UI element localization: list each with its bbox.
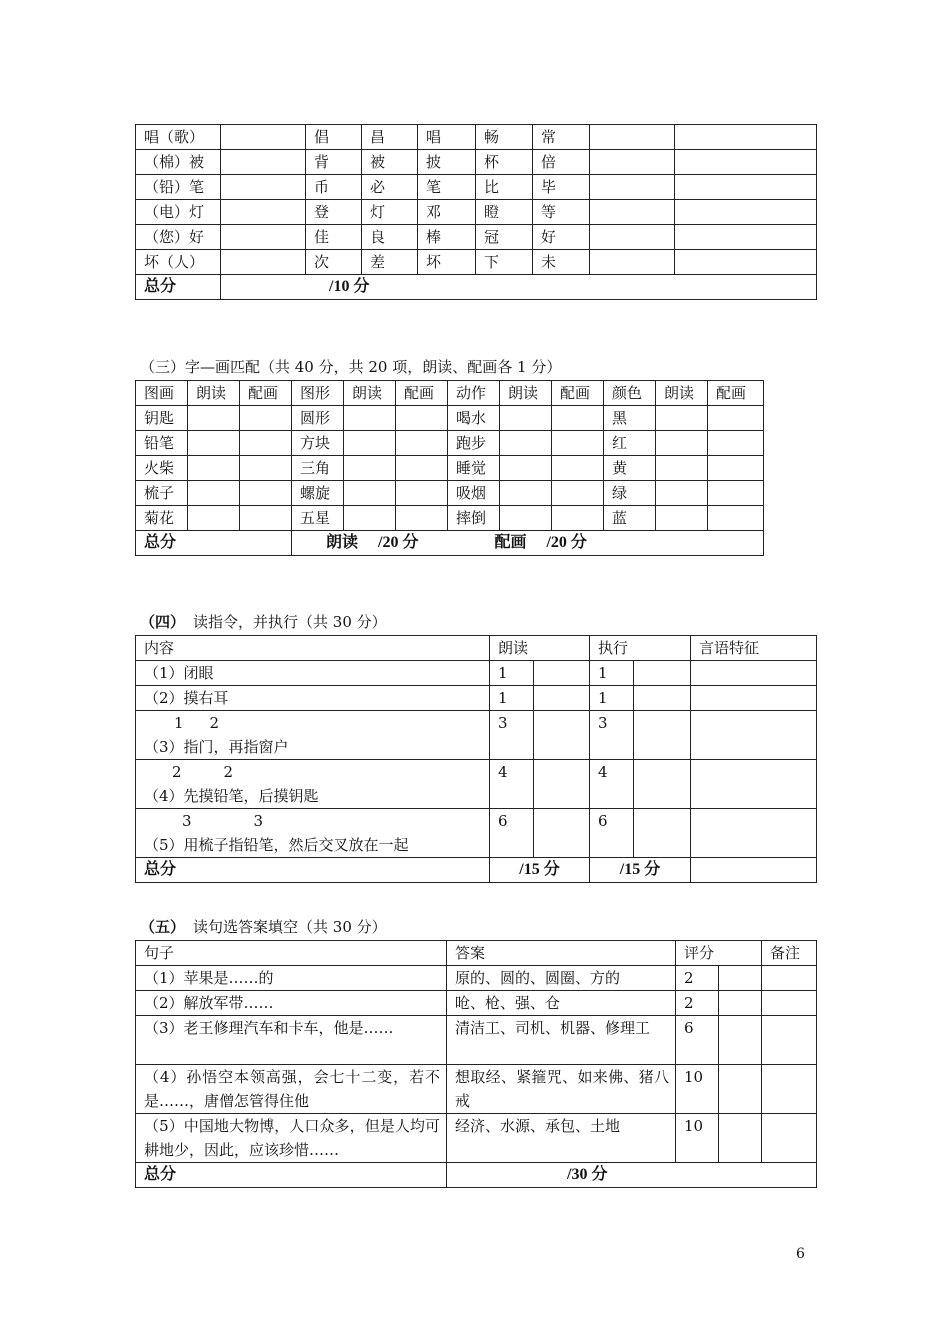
total-label: 总分 <box>136 275 221 300</box>
score-points: 2 <box>676 966 719 991</box>
total-label: 总分 <box>136 1163 447 1188</box>
page-number: 6 <box>796 1246 805 1262</box>
choice-char: 未 <box>533 250 590 275</box>
blank-cell <box>675 200 817 225</box>
choice-char: 倍 <box>533 150 590 175</box>
instruction-text: （3）指门，再指窗户 <box>144 738 289 756</box>
match-cell <box>240 481 292 506</box>
sentence-fill-table <box>135 940 817 1188</box>
section-5-heading <box>140 916 387 939</box>
blank-cell <box>675 225 817 250</box>
match-total-score: /20 分 <box>546 534 587 551</box>
read-cell <box>656 431 708 456</box>
answer-cell <box>221 200 306 225</box>
read-cell <box>188 481 240 506</box>
choice-char: 杯 <box>476 150 533 175</box>
item-word: 三角 <box>292 456 344 481</box>
read-points: 4 <box>490 760 534 809</box>
choice-char: 必 <box>362 175 418 200</box>
match-cell <box>708 506 764 531</box>
read-cell <box>500 481 552 506</box>
read-score-cell <box>534 661 590 686</box>
exec-points: 1 <box>590 661 634 686</box>
speech-cell <box>691 661 817 686</box>
target-word: 坏（人） <box>136 250 221 275</box>
column-header: 朗读 <box>188 381 240 406</box>
column-header-speech: 言语特征 <box>691 636 817 661</box>
target-word: 唱（歌） <box>136 125 221 150</box>
choice-char: 次 <box>306 250 362 275</box>
table-row <box>136 456 764 481</box>
match-cell <box>708 481 764 506</box>
read-points: 3 <box>490 711 534 760</box>
table-row <box>136 1016 817 1065</box>
read-cell <box>188 431 240 456</box>
section-4-number: （四） <box>140 615 186 631</box>
choice-char: 良 <box>362 225 418 250</box>
choice-char: 币 <box>306 175 362 200</box>
speech-total-cell <box>691 858 817 883</box>
choice-char: 瞪 <box>476 200 533 225</box>
table-row <box>136 481 764 506</box>
score-points: 6 <box>676 1016 719 1065</box>
sentence-cell: （1）苹果是……的 <box>136 966 447 991</box>
match-cell <box>708 406 764 431</box>
speech-cell <box>691 809 817 858</box>
blank-cell <box>675 150 817 175</box>
answer-cell: 呛、枪、强、仓 <box>447 991 676 1016</box>
instruction-cell: （2）摸右耳 <box>136 686 490 711</box>
step-mark: 3 <box>253 812 264 830</box>
total-scores <box>292 531 764 556</box>
choice-char: 比 <box>476 175 533 200</box>
item-word: 螺旋 <box>292 481 344 506</box>
choice-char: 冠 <box>476 225 533 250</box>
exec-points: 4 <box>590 760 634 809</box>
choice-char: 灯 <box>362 200 418 225</box>
item-word: 菊花 <box>136 506 188 531</box>
column-header-sentence: 句子 <box>136 941 447 966</box>
read-cell <box>656 456 708 481</box>
match-cell <box>396 481 448 506</box>
read-cell <box>500 431 552 456</box>
step-marks <box>144 809 489 833</box>
choice-char: 邓 <box>418 200 476 225</box>
column-header: 图形 <box>292 381 344 406</box>
instruction-text: （5）用梳子指铅笔，然后交叉放在一起 <box>144 836 409 854</box>
match-cell <box>552 456 604 481</box>
table-row <box>136 991 817 1016</box>
table-row <box>136 225 817 250</box>
exec-total: /15 分 <box>590 858 691 883</box>
item-word: 黄 <box>604 456 656 481</box>
answer-cell: 原的、圆的、圆圈、方的 <box>447 966 676 991</box>
score-points: 2 <box>676 991 719 1016</box>
match-cell <box>552 481 604 506</box>
table-row <box>136 200 817 225</box>
blank-cell <box>590 125 675 150</box>
item-word: 睡觉 <box>448 456 500 481</box>
note-cell <box>762 991 817 1016</box>
read-cell <box>500 506 552 531</box>
choice-char: 差 <box>362 250 418 275</box>
sentence-cell: （3）老王修理汽车和卡车，他是…… <box>136 1016 447 1065</box>
table-row <box>136 150 817 175</box>
choice-char: 登 <box>306 200 362 225</box>
section-5-number: （五） <box>140 920 186 936</box>
read-cell <box>188 406 240 431</box>
table-row <box>136 809 817 858</box>
choice-char: 常 <box>533 125 590 150</box>
match-cell <box>396 406 448 431</box>
read-score-cell <box>534 686 590 711</box>
score-points: 10 <box>676 1065 719 1114</box>
score-cell <box>719 991 762 1016</box>
answer-cell: 想取经、紧箍咒、如来佛、猪八戒 <box>447 1065 676 1114</box>
column-header: 朗读 <box>500 381 552 406</box>
read-cell <box>344 431 396 456</box>
answer-cell <box>221 125 306 150</box>
choice-char: 笔 <box>418 175 476 200</box>
read-score-cell <box>534 711 590 760</box>
step-mark: 2 <box>223 763 234 781</box>
target-word: （铅）笔 <box>136 175 221 200</box>
choice-char: 倡 <box>306 125 362 150</box>
item-word: 梳子 <box>136 481 188 506</box>
blank-cell <box>590 200 675 225</box>
choice-char: 等 <box>533 200 590 225</box>
total-score: /10 分 <box>221 275 817 300</box>
column-header: 配画 <box>396 381 448 406</box>
item-word: 跑步 <box>448 431 500 456</box>
exec-score-cell <box>634 760 691 809</box>
match-cell <box>240 456 292 481</box>
match-cell <box>240 506 292 531</box>
table-row <box>136 431 764 456</box>
item-word: 摔倒 <box>448 506 500 531</box>
answer-cell: 清洁工、司机、机器、修理工 <box>447 1016 676 1065</box>
choice-char: 披 <box>418 150 476 175</box>
choice-char: 被 <box>362 150 418 175</box>
match-cell <box>708 456 764 481</box>
column-header-read: 朗读 <box>490 636 590 661</box>
table-row <box>136 175 817 200</box>
match-cell <box>240 431 292 456</box>
item-word: 五星 <box>292 506 344 531</box>
item-word: 喝水 <box>448 406 500 431</box>
answer-cell <box>221 250 306 275</box>
total-label: 总分 <box>136 531 292 556</box>
score-cell <box>719 966 762 991</box>
blank-cell <box>590 250 675 275</box>
read-cell <box>188 506 240 531</box>
sentence-cell: （4）孙悟空本领高强，会七十二变，若不是……，唐僧怎管得住他 <box>136 1065 447 1114</box>
choice-char: 佳 <box>306 225 362 250</box>
blank-cell <box>590 175 675 200</box>
answer-cell: 经济、水源、承包、土地 <box>447 1114 676 1163</box>
item-word: 蓝 <box>604 506 656 531</box>
item-word: 吸烟 <box>448 481 500 506</box>
read-cell <box>500 456 552 481</box>
table-row <box>136 406 764 431</box>
table-row <box>136 1114 817 1163</box>
target-word: （电）灯 <box>136 200 221 225</box>
match-cell <box>396 431 448 456</box>
item-word: 黑 <box>604 406 656 431</box>
match-cell <box>396 506 448 531</box>
target-word: （棉）被 <box>136 150 221 175</box>
word-picture-match-table <box>135 380 764 556</box>
table-row <box>136 711 817 760</box>
step-mark: 3 <box>182 812 192 830</box>
sentence-cell: （2）解放军带…… <box>136 991 447 1016</box>
column-header: 配画 <box>708 381 764 406</box>
column-header: 颜色 <box>604 381 656 406</box>
item-word: 火柴 <box>136 456 188 481</box>
table-row <box>136 250 817 275</box>
instruction-cell: （1）闭眼 <box>136 661 490 686</box>
table-row <box>136 125 817 150</box>
read-cell <box>344 456 396 481</box>
choice-char: 好 <box>533 225 590 250</box>
column-header: 图画 <box>136 381 188 406</box>
column-header: 配画 <box>240 381 292 406</box>
score-cell <box>719 1114 762 1163</box>
exec-score-cell <box>634 711 691 760</box>
item-word: 方块 <box>292 431 344 456</box>
exec-score-cell <box>634 809 691 858</box>
table-row <box>136 1065 817 1114</box>
read-score-cell <box>534 809 590 858</box>
word-choice-table <box>135 124 817 300</box>
read-score-cell <box>534 760 590 809</box>
item-word: 钥匙 <box>136 406 188 431</box>
choice-char: 昌 <box>362 125 418 150</box>
match-total-label: 配画 <box>494 534 527 551</box>
speech-cell <box>691 760 817 809</box>
read-points: 1 <box>490 661 534 686</box>
choice-char: 毕 <box>533 175 590 200</box>
note-cell <box>762 1114 817 1163</box>
read-cell <box>656 406 708 431</box>
speech-cell <box>691 711 817 760</box>
read-points: 6 <box>490 809 534 858</box>
score-cell <box>719 1016 762 1065</box>
column-header-answer: 答案 <box>447 941 676 966</box>
read-cell <box>344 506 396 531</box>
column-header-score: 评分 <box>676 941 762 966</box>
total-score: /30 分 <box>447 1163 817 1188</box>
table-row <box>136 506 764 531</box>
choice-char: 坏 <box>418 250 476 275</box>
blank-cell <box>590 150 675 175</box>
exec-score-cell <box>634 686 691 711</box>
choice-char: 棒 <box>418 225 476 250</box>
instruction-cell <box>136 760 490 809</box>
choice-char: 唱 <box>418 125 476 150</box>
section-4-heading <box>140 611 387 634</box>
exec-points: 1 <box>590 686 634 711</box>
read-cell <box>656 506 708 531</box>
choice-char: 背 <box>306 150 362 175</box>
choice-char: 畅 <box>476 125 533 150</box>
table-row <box>136 661 817 686</box>
exec-points: 3 <box>590 711 634 760</box>
column-header-content: 内容 <box>136 636 490 661</box>
match-cell <box>708 431 764 456</box>
item-word: 红 <box>604 431 656 456</box>
blank-cell <box>590 225 675 250</box>
column-header: 动作 <box>448 381 500 406</box>
step-mark: 2 <box>172 763 182 781</box>
step-mark: 2 <box>209 714 220 732</box>
table-row <box>136 686 817 711</box>
read-total: /15 分 <box>490 858 590 883</box>
item-word: 绿 <box>604 481 656 506</box>
blank-cell <box>675 175 817 200</box>
sentence-cell: （5）中国地大物博，人口众多，但是人均可耕地少，因此，应该珍惜…… <box>136 1114 447 1163</box>
read-cell <box>344 406 396 431</box>
exec-points: 6 <box>590 809 634 858</box>
note-cell <box>762 966 817 991</box>
column-header: 配画 <box>552 381 604 406</box>
instruction-cell <box>136 711 490 760</box>
target-word: （您）好 <box>136 225 221 250</box>
item-word: 圆形 <box>292 406 344 431</box>
read-cell <box>188 456 240 481</box>
choice-char: 下 <box>476 250 533 275</box>
speech-cell <box>691 686 817 711</box>
answer-cell <box>221 150 306 175</box>
read-cell <box>656 481 708 506</box>
column-header-note: 备注 <box>762 941 817 966</box>
exec-score-cell <box>634 661 691 686</box>
answer-cell <box>221 175 306 200</box>
table-row <box>136 966 817 991</box>
match-cell <box>552 506 604 531</box>
table-row <box>136 760 817 809</box>
score-cell <box>719 1065 762 1114</box>
instruction-table <box>135 635 817 883</box>
section-3-heading: （三）字—画匹配（共 40 分，共 20 项，朗读、配画各 1 分） <box>140 358 562 376</box>
total-label: 总分 <box>136 858 490 883</box>
match-cell <box>552 406 604 431</box>
step-marks <box>144 711 489 735</box>
blank-cell <box>675 125 817 150</box>
read-total-score: /20 分 <box>378 534 419 551</box>
read-cell <box>500 406 552 431</box>
match-cell <box>552 431 604 456</box>
note-cell <box>762 1016 817 1065</box>
section-4-title: 读指令，并执行（共 30 分） <box>193 613 387 631</box>
step-marks <box>144 760 489 784</box>
match-cell <box>396 456 448 481</box>
note-cell <box>762 1065 817 1114</box>
read-points: 1 <box>490 686 534 711</box>
column-header-exec: 执行 <box>590 636 691 661</box>
answer-cell <box>221 225 306 250</box>
item-word: 铅笔 <box>136 431 188 456</box>
step-mark: 1 <box>174 714 184 732</box>
section-5-title: 读句选答案填空（共 30 分） <box>193 918 387 936</box>
column-header: 朗读 <box>344 381 396 406</box>
read-total-label: 朗读 <box>326 534 359 551</box>
column-header: 朗读 <box>656 381 708 406</box>
score-points: 10 <box>676 1114 719 1163</box>
instruction-text: （4）先摸铅笔，后摸钥匙 <box>144 787 319 805</box>
instruction-cell <box>136 809 490 858</box>
match-cell <box>240 406 292 431</box>
read-cell <box>344 481 396 506</box>
blank-cell <box>675 250 817 275</box>
